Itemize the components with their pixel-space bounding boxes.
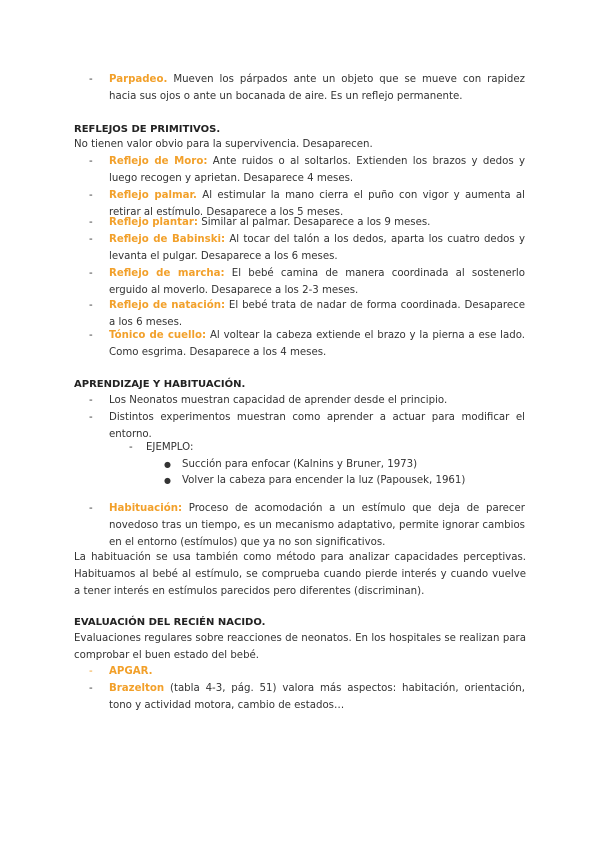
bullet-item-succion: Succión para enfocar (Kalnins y Bruner, 1973) <box>182 459 418 470</box>
bullet-icon: ● <box>164 460 171 469</box>
list-item-babinski: Reflejo de Babinski: Al tocar del talón a los dedos, aparta los cuatro dedos y levanta el pulgar. Desaparece a los 6 meses. <box>109 234 525 262</box>
heading-aprendizaje: APRENDIZAJE Y HABITUACIÓN. <box>74 379 246 390</box>
primitivos-subtitle: No tienen valor obvio para la supervivencia. Desaparecen. <box>74 139 373 150</box>
list-item-tonico: Tónico de cuello: Al voltear la cabeza extiende el brazo y la pierna a ese lado. Como esgrima. Desaparece a los 4 meses. <box>109 330 525 358</box>
list-dash: - <box>89 217 93 228</box>
list-dash: - <box>89 330 93 341</box>
evaluacion-paragraph: Evaluaciones regulares sobre reacciones de neonatos. En los hospitales se realizan para comprobar el buen estado del bebé. <box>74 633 526 661</box>
list-dash: - <box>89 268 93 279</box>
list-dash: - <box>89 666 93 677</box>
ejemplo-label: EJEMPLO: <box>146 442 194 453</box>
list-item-moro: Reflejo de Moro: Ante ruidos o al soltarlos. Extienden los brazos y dedos y luego recogen y aprietan. Desaparece 4 meses. <box>109 156 525 184</box>
list-item-plantar: Reflejo plantar: Similar al palmar. Desaparece a los 9 meses. <box>109 217 431 228</box>
list-dash: - <box>89 683 93 694</box>
list-dash: - <box>89 190 93 201</box>
list-item-apgar: APGAR. <box>109 666 153 677</box>
list-dash: - <box>89 412 93 423</box>
list-item-experimentos: Distintos experimentos muestran como aprender a actuar para modificar el entorno. <box>109 412 525 440</box>
list-dash: - <box>89 74 93 85</box>
bullet-icon: ● <box>164 476 171 485</box>
list-item-palmar: Reflejo palmar. Al estimular la mano cierra el puño con vigor y aumenta al retirar al estímulo. Desaparece a los 5 meses. <box>109 190 525 218</box>
list-item-marcha: Reflejo de marcha: El bebé camina de manera coordinada al sostenerlo erguido al moverlo. Desaparece a los 2-3 meses. <box>109 268 525 296</box>
list-dash: - <box>129 442 133 453</box>
list-item-habituacion: Habituación: Proceso de acomodación a un estímulo que deja de parecer novedoso tras un tiempo, es un mecanismo adaptativo, permite ignorar cambios en el entorno (estímulos) que ya no son significativos. <box>109 503 525 548</box>
heading-evaluacion: EVALUACIÓN DEL RECIÉN NACIDO. <box>74 617 266 628</box>
habituacion-paragraph: La habituación se usa también como método para analizar capacidades perceptivas. Habituamos al bebé al estímulo, se comprueba cuando pierde interés y cuando vuelve a tener interés en estímulos parecidos pero diferentes (discriminan). <box>74 552 526 597</box>
list-item-parpadeo: Parpadeo. Mueven los párpados ante un objeto que se mueve con rapidez hacia sus ojos o ante un bocanada de aire. Es un reflejo permanente. <box>109 74 525 102</box>
list-dash: - <box>89 395 93 406</box>
list-item-neonatos: Los Neonatos muestran capacidad de aprender desde el principio. <box>109 395 448 406</box>
list-dash: - <box>89 234 93 245</box>
bullet-item-volver: Volver la cabeza para encender la luz (Papousek, 1961) <box>182 475 466 486</box>
list-item-brazelton: Brazelton (tabla 4-3, pág. 51) valora más aspectos: habitación, orientación, tono y actividad motora, cambio de estados… <box>109 683 525 711</box>
list-dash: - <box>89 300 93 311</box>
list-item-natacion: Reflejo de natación: El bebé trata de nadar de forma coordinada. Desaparece a los 6 meses. <box>109 300 525 328</box>
list-dash: - <box>89 156 93 167</box>
heading-reflejos-primitivos: REFLEJOS DE PRIMITIVOS. <box>74 124 221 135</box>
list-dash: - <box>89 503 93 514</box>
